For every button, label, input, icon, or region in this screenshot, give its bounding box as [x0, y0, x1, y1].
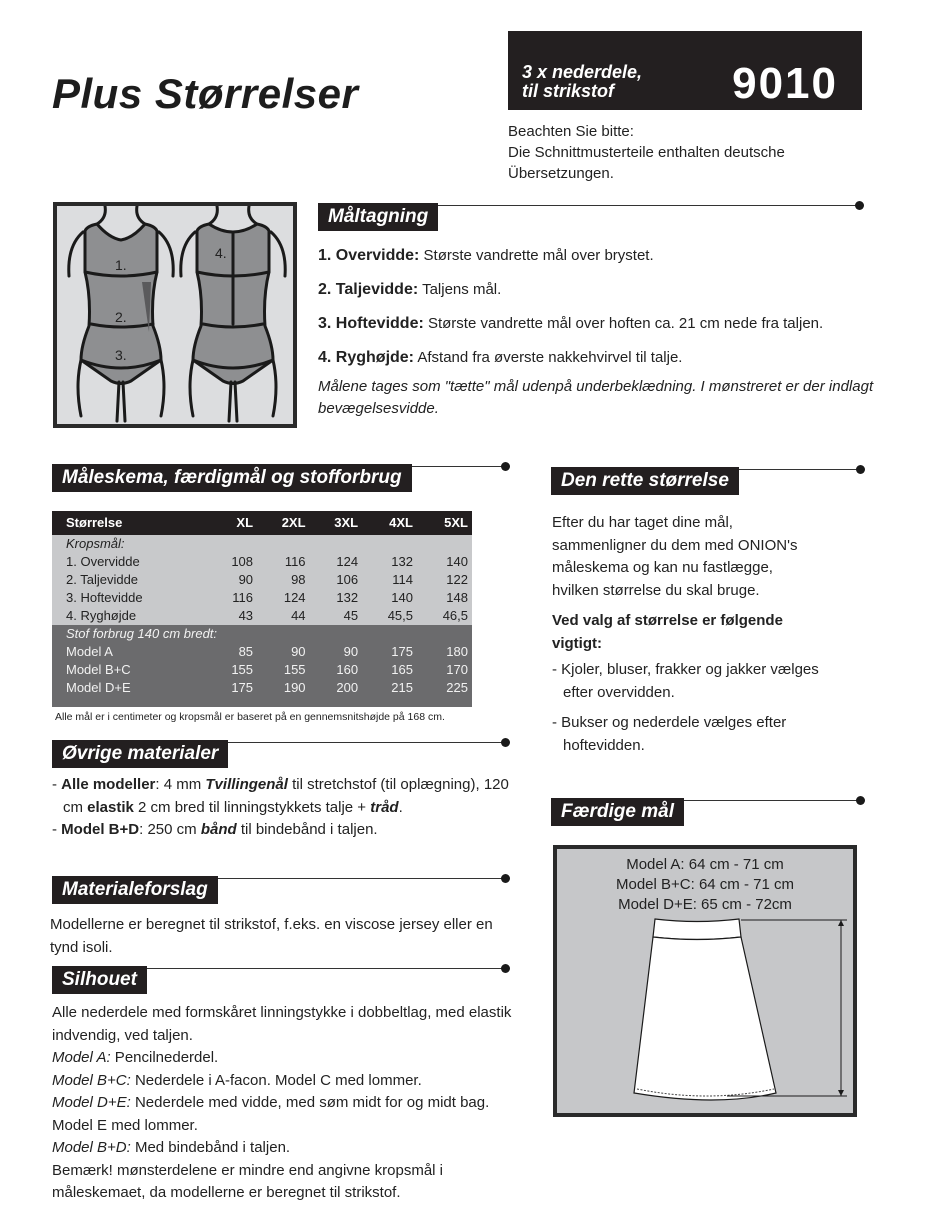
- section-rule: [228, 742, 506, 743]
- list-item: - Alle modeller: 4 mm Tvillingenål til stretchstof (til oplægning), 120 cm elastik 2 cm bred til linningstykkets talje + tråd.: [52, 776, 509, 816]
- silhouette-text: [52, 1002, 518, 1205]
- list-item: 2. Taljevidde: Taljens mål.: [318, 281, 502, 298]
- silhouette-intro: Alle nederdele med formskåret linningstykke i dobbeltlag, med elastik indvendig, ved taljen.: [52, 1004, 512, 1044]
- note-line: Die Schnittmusterteile enthalten deutsche: [508, 144, 785, 161]
- column-header: Størrelse: [52, 511, 208, 535]
- list-item: 1. Overvidde: Største vandrette mål over brystet.: [318, 247, 654, 264]
- section-header-rette-storrelse: [551, 467, 861, 495]
- list-item: - Model B+D: 250 cm bånd til bindebånd i taljen.: [52, 821, 378, 838]
- table-row: 1. Overvidde 108 116 124 132 140: [52, 553, 472, 571]
- table-subheader-row: Kropsmål:: [52, 535, 472, 553]
- pattern-number: 9010: [732, 59, 838, 108]
- size-guide-text: [552, 512, 822, 757]
- table-row: 2. Taljevidde 90 98 106 114 122: [52, 571, 472, 589]
- svg-text:2.: 2.: [115, 309, 127, 325]
- column-header: 4XL: [362, 511, 417, 535]
- measurement-list: [318, 244, 878, 420]
- svg-text:1.: 1.: [115, 257, 127, 273]
- model-line: Model D+E: Nederdele med vidde, med søm midt for og midt bag. Model E med lommer.: [52, 1094, 490, 1134]
- measurement-line: Model A: 64 cm - 71 cm: [626, 856, 784, 873]
- table-row: Model D+E 175 190 200 215 225: [52, 679, 472, 697]
- material-suggestion-text: Modellerne er beregnet til strikstof, f.eks. en viscose jersey eller en tynd isoli.: [50, 916, 493, 956]
- section-title: Den rette størrelse: [551, 467, 739, 495]
- section-header-faerdige-maal: [551, 798, 861, 826]
- column-header: 5XL: [417, 511, 472, 535]
- table-row: 4. Ryghøjde 43 44 45 45,5 46,5: [52, 607, 472, 625]
- section-rule: [218, 878, 506, 879]
- list-item: - Bukser og nederdele vælges efter hoftevidden.: [552, 714, 787, 754]
- list-item: 4. Ryghøjde: Afstand fra øverste nakkehvirvel til talje.: [318, 349, 683, 366]
- section-header-maaleskema: [52, 464, 506, 492]
- measurement-note: Målene tages som "tætte" mål udenpå underbeklædning. I mønstreret er der indlagt bevægelsesvidde.: [318, 378, 874, 417]
- size-guide-important: Ved valg af størrelse er følgende vigtigt:: [552, 612, 783, 652]
- section-title: Måleskema, færdigmål og stofforbrug: [52, 464, 412, 492]
- note-line: Beachten Sie bitte:: [508, 123, 634, 140]
- silhouette-remark: Bemærk! mønsterdelene er mindre end angivne kropsmål i måleskemaet, da modellerne er beregnet til strikstof.: [52, 1161, 444, 1201]
- size-table: [52, 511, 472, 707]
- list-item: 3. Hoftevidde: Største vandrette mål over hoften ca. 21 cm nede fra taljen.: [318, 315, 824, 332]
- table-row: 3. Hoftevidde 116 124 132 140 148: [52, 589, 472, 607]
- german-note: [508, 121, 785, 184]
- section-header-silhouet: [52, 966, 506, 994]
- section-header-maaltagning: [318, 203, 860, 231]
- svg-text:3.: 3.: [115, 347, 127, 363]
- section-rule: [739, 469, 861, 470]
- table-row: Model B+C 155 155 160 165 170: [52, 661, 472, 679]
- column-header: 2XL: [257, 511, 310, 535]
- section-rule: [412, 466, 506, 467]
- list-item: - Kjoler, bluser, frakker og jakker vælges efter overvidden.: [552, 661, 819, 701]
- section-title: Materialeforslag: [52, 876, 218, 904]
- section-title: Silhouet: [52, 966, 147, 994]
- section-rule: [147, 968, 506, 969]
- measurement-figure: [53, 202, 297, 428]
- skirt-length-icon: [557, 911, 853, 1101]
- column-header: XL: [208, 511, 257, 535]
- measurement-line: Model B+C: 64 cm - 71 cm: [616, 876, 794, 893]
- section-rule: [438, 205, 860, 206]
- materials-list: [52, 774, 514, 842]
- model-line: Model B+D: Med bindebånd i taljen.: [52, 1139, 291, 1156]
- section-header-materialeforslag: [52, 876, 506, 904]
- section-title: Øvrige materialer: [52, 740, 228, 768]
- finished-measurements-box: [553, 845, 857, 1117]
- section-rule: [684, 800, 861, 801]
- pattern-subtitle: [522, 63, 642, 101]
- section-header-ovrige: [52, 740, 506, 768]
- finished-measurements-list: [557, 855, 853, 915]
- note-line: Übersetzungen.: [508, 165, 614, 182]
- pattern-badge: [508, 31, 862, 110]
- pattern-subtitle-line1: 3 x nederdele,: [522, 62, 643, 82]
- section-title: Måltagning: [318, 203, 438, 231]
- table-footnote: Alle mål er i centimeter og kropsmål er baseret på en gennemsnitshøjde på 168 cm.: [55, 711, 445, 723]
- size-guide-intro: Efter du har taget dine mål, sammenligner du dem med ONION's måleskema og kan nu fastlægge, hvilken størrelse du skal bruge.: [552, 514, 798, 599]
- table-header-row: [52, 511, 472, 535]
- table-row: Model A 85 90 90 175 180: [52, 643, 472, 661]
- pattern-subtitle-line2: til strikstof: [522, 81, 615, 101]
- page-title: Plus Størrelser: [52, 70, 359, 117]
- body-measurement-icon: [57, 206, 293, 424]
- model-line: Model B+C: Nederdele i A-facon. Model C med lommer.: [52, 1071, 422, 1089]
- section-title: Færdige mål: [551, 798, 684, 826]
- model-line: Model A: Pencilnederdel.: [52, 1049, 219, 1066]
- svg-text:4.: 4.: [215, 245, 227, 261]
- column-header: 3XL: [310, 511, 363, 535]
- measurement-line: Model D+E: 65 cm - 72cm: [618, 896, 792, 913]
- table-subheader-row: Stof forbrug 140 cm bredt:: [52, 625, 472, 643]
